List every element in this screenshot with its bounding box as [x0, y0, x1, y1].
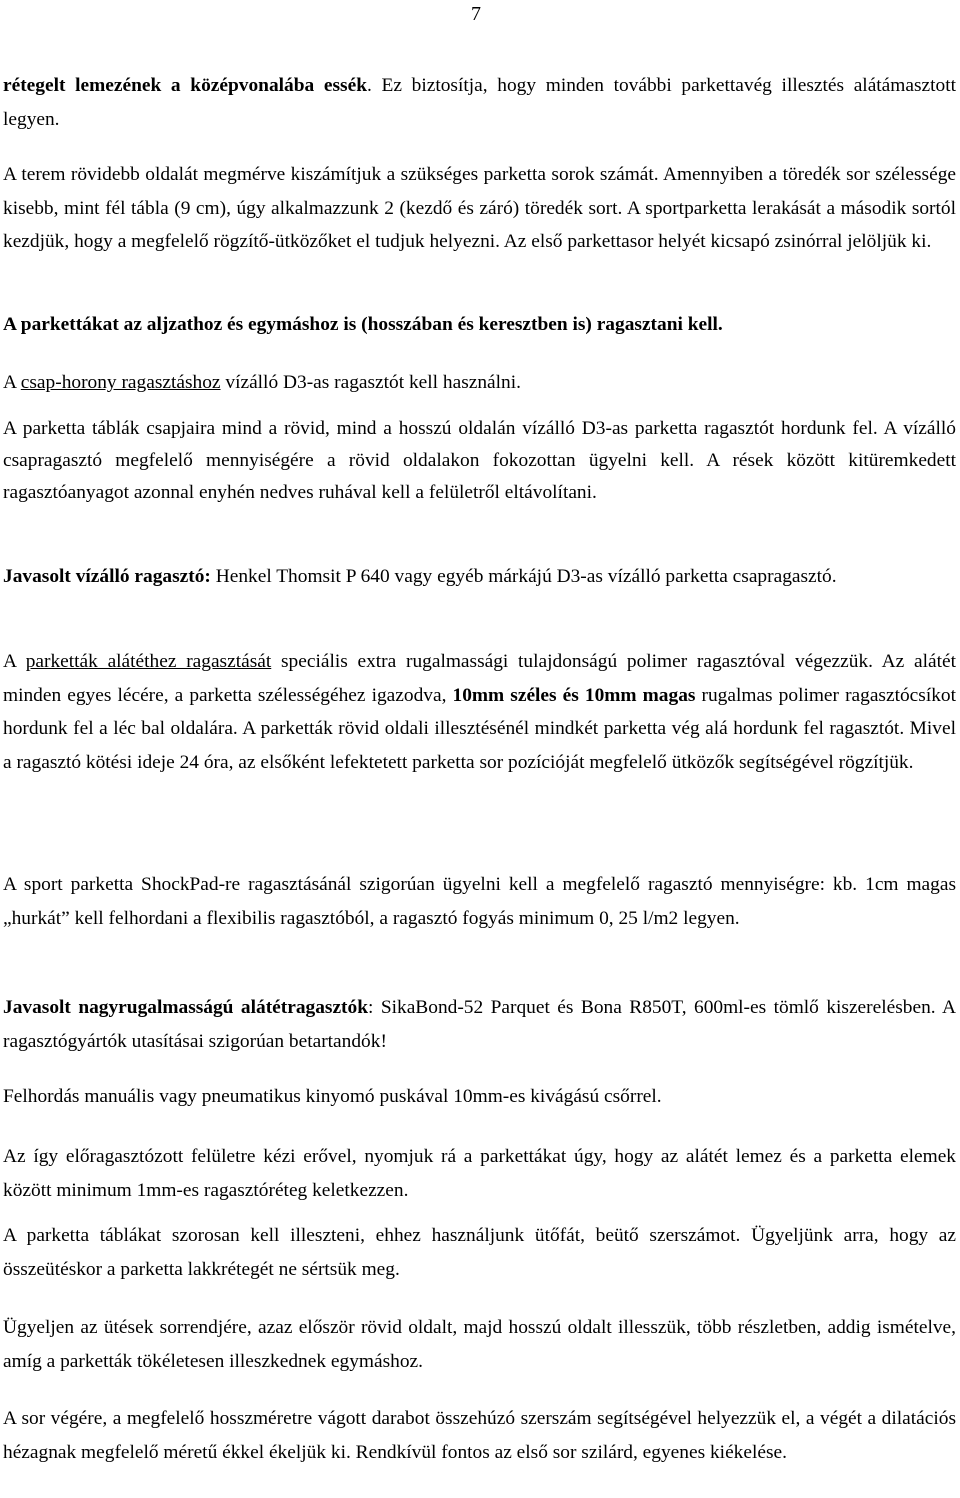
- underlined-text: csap-horony ragasztáshoz: [20, 372, 221, 393]
- paragraph-7: [3, 645, 956, 779]
- text: A: [3, 372, 21, 393]
- bold-text: Javasolt nagyrugalmasságú alátétragasztók: [3, 997, 368, 1018]
- paragraph-6: [3, 560, 956, 594]
- paragraph-4: [3, 367, 956, 399]
- paragraph-5: A parketta táblák csapjaira mind a rövid, mind a hosszú oldalán vízálló D3-as parketta ragasztót hordunk fel. A vízálló csapragasztó megfelelő mennyiségére a rövid oldalakon fokozottan ügyelni kell. A rések között kitüremkedett ragasztóanyagot azonnal enyhén nedves ruhával kell a felületről eltávolítani.: [3, 418, 956, 503]
- text: vízálló D3-as ragasztót kell használni.: [220, 372, 521, 393]
- text: A: [3, 651, 26, 672]
- paragraph-2: A terem rövidebb oldalát megmérve kiszámítjuk a szükséges parketta sorok számát. Amennyiben a töredék sor szélessége kisebb, mint fél tábla (9 cm), úgy alkalmazzunk 2 (kezdő és záró) töredék sort. A sportparketta lerakását a második sortól kezdjük, hogy a megfelelő rögzítő-ütközőket el tudjuk helyezni. Az első parkettasor helyét kicsapó zsinórral jelöljük ki.: [3, 164, 956, 253]
- paragraph-14: A sor végére, a megfelelő hosszméretre vágott darabot összehúzó szerszám segítségével helyezzük el, a végét a dilatációs hézagnak megfelelő méretű ékkel ékeljük ki. Rendkívül fontos az első sor szilárd, egyenes kiékelése.: [3, 1408, 956, 1463]
- bold-text: 10mm széles és 10mm magas: [452, 684, 696, 706]
- paragraph-8: A sport parketta ShockPad-re ragasztásánál szigorúan ügyelni kell a megfelelő ragasztó mennyiségre: kb. 1cm magas „hurkát” kell felhordani a flexibilis ragasztóból, a ragasztó fogyás minimum 0, 25 l/m2 legyen.: [3, 874, 956, 929]
- bold-text: rétegelt lemezének a középvonalába essék: [3, 75, 367, 96]
- paragraph-10: Felhordás manuális vagy pneumatikus kinyomó puskával 10mm-es kivágású csőrrel.: [3, 1086, 662, 1107]
- paragraph-9: [3, 991, 956, 1058]
- text: . Ez biztosítja, hogy minden további parkettavég illesztés alátámasztott legyen.: [3, 75, 956, 130]
- text: rugalmas polimer ragasztócsíkot hordunk fel a léc bal oldalára. A parketták rövid oldali illesztésénél mindkét parketta vég alá hordunk fel ragasztót. Mivel a ragasztó kötési ideje 24 óra, az elsőként lefektetett parketta sor pozícióját megfelelő ütközők segítségével rögzítjük.: [3, 684, 956, 773]
- text: : SikaBond-52 Parquet és Bona R850T, 600ml-es tömlő kiszerelésben. A ragasztógyártók utasításai szigorúan betartandók!: [3, 997, 956, 1052]
- paragraph-13: Ügyeljen az ütések sorrendjére, azaz először rövid oldalt, majd hosszú oldalt illesszük, több részletben, addig ismételve, amíg a parketták tökéletesen illeszkednek egymáshoz.: [3, 1317, 956, 1372]
- paragraph-11: Az így előragasztózott felületre kézi erővel, nyomjuk rá a parkettákat úgy, hogy az alátét lemez és a parketta elemek között minimum 1mm-es ragasztóréteg keletkezzen.: [3, 1146, 956, 1201]
- paragraph-3: A parkettákat az aljzathoz és egymáshoz is (hosszában és keresztben is) ragasztani kell.: [3, 314, 723, 335]
- paragraph-1: [3, 69, 956, 136]
- bold-text: Javasolt vízálló ragasztó:: [3, 566, 211, 587]
- text: speciális extra rugalmassági tulajdonságú polimer ragasztóval végezzük. Az alátét minden egyes lécére, a parketta szélességéhez igazodva,: [3, 651, 957, 706]
- underlined-text: parketták alátéthez ragasztását: [25, 651, 272, 672]
- page-number: 7: [471, 3, 481, 25]
- paragraph-12: A parketta táblákat szorosan kell illeszteni, ehhez használjunk ütőfát, beütő szerszámot. Ügyeljünk arra, hogy az összeütéskor a parketta lakkrétegét ne sértsük meg.: [3, 1225, 956, 1280]
- text: Henkel Thomsit P 640 vagy egyéb márkájú D3-as vízálló parketta csapragasztó.: [210, 566, 837, 587]
